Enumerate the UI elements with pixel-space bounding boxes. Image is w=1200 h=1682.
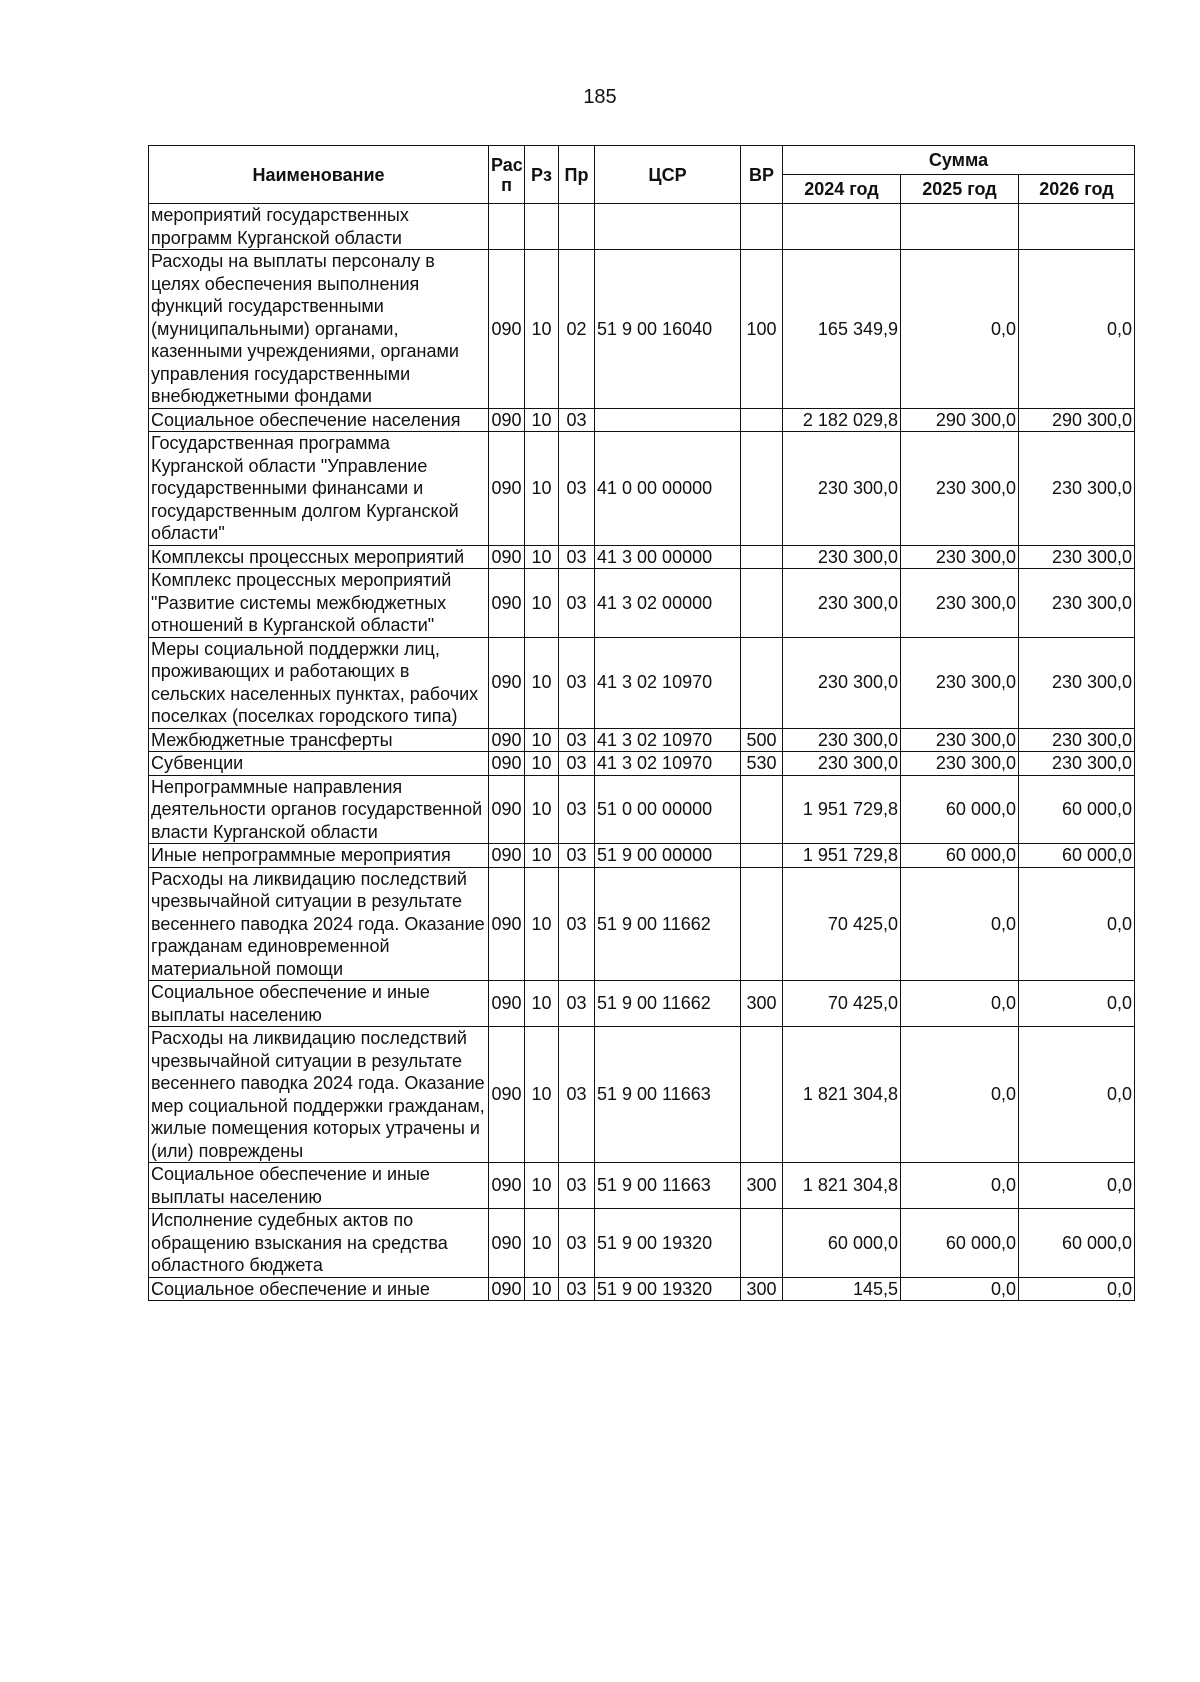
cell-rasp: 090 — [489, 408, 525, 432]
cell-csr — [595, 204, 741, 250]
cell-rz: 10 — [525, 637, 559, 728]
table-row — [149, 1163, 1135, 1209]
cell-2024: 1 951 729,8 — [783, 844, 901, 868]
cell-2026: 290 300,0 — [1019, 408, 1135, 432]
cell-2025: 0,0 — [901, 250, 1019, 409]
cell-pr: 03 — [559, 637, 595, 728]
cell-csr: 51 9 00 11663 — [595, 1027, 741, 1163]
cell-2026: 230 300,0 — [1019, 728, 1135, 752]
cell-2024: 70 425,0 — [783, 981, 901, 1027]
cell-rasp: 090 — [489, 637, 525, 728]
cell-pr: 03 — [559, 408, 595, 432]
cell-rasp — [489, 204, 525, 250]
cell-rz: 10 — [525, 250, 559, 409]
cell-rasp: 090 — [489, 1027, 525, 1163]
cell-name: Социальное обеспечение и иные выплаты населению — [149, 1163, 489, 1209]
cell-pr: 03 — [559, 775, 595, 844]
cell-vr: 530 — [741, 752, 783, 776]
cell-2025: 230 300,0 — [901, 728, 1019, 752]
cell-2026: 0,0 — [1019, 867, 1135, 981]
cell-name: мероприятий государственных программ Курганской области — [149, 204, 489, 250]
cell-2024: 230 300,0 — [783, 637, 901, 728]
cell-name: Расходы на выплаты персоналу в целях обеспечения выполнения функций государственными (муниципальными) органами, казенными учреждениями, органами управления государственными внебюджетными фондами — [149, 250, 489, 409]
cell-csr: 51 9 00 00000 — [595, 844, 741, 868]
cell-name: Комплекс процессных мероприятий "Развитие системы межбюджетных отношений в Курганской области" — [149, 569, 489, 638]
cell-rasp: 090 — [489, 1277, 525, 1301]
header-pr: Пр — [559, 146, 595, 204]
cell-2024: 230 300,0 — [783, 545, 901, 569]
cell-name: Непрограммные направления деятельности органов государственной власти Курганской области — [149, 775, 489, 844]
cell-vr — [741, 775, 783, 844]
cell-name: Комплексы процессных мероприятий — [149, 545, 489, 569]
cell-vr — [741, 1209, 783, 1278]
table-row — [149, 545, 1135, 569]
cell-rasp: 090 — [489, 545, 525, 569]
cell-rz: 10 — [525, 752, 559, 776]
cell-2025 — [901, 204, 1019, 250]
cell-vr — [741, 569, 783, 638]
header-2025: 2025 год — [901, 175, 1019, 204]
cell-2024: 230 300,0 — [783, 728, 901, 752]
header-rz: Рз — [525, 146, 559, 204]
cell-rasp: 090 — [489, 250, 525, 409]
cell-csr: 51 9 00 19320 — [595, 1277, 741, 1301]
cell-2026: 0,0 — [1019, 1163, 1135, 1209]
cell-2024: 145,5 — [783, 1277, 901, 1301]
cell-rasp: 090 — [489, 432, 525, 546]
table-row — [149, 844, 1135, 868]
cell-rasp: 090 — [489, 752, 525, 776]
table-row — [149, 867, 1135, 981]
cell-vr — [741, 545, 783, 569]
cell-2024: 1 951 729,8 — [783, 775, 901, 844]
cell-2026: 0,0 — [1019, 1277, 1135, 1301]
cell-2024: 1 821 304,8 — [783, 1163, 901, 1209]
table-row — [149, 775, 1135, 844]
cell-csr: 41 3 02 10970 — [595, 752, 741, 776]
table-row — [149, 1027, 1135, 1163]
header-csr: ЦСР — [595, 146, 741, 204]
cell-rz: 10 — [525, 1027, 559, 1163]
cell-rz: 10 — [525, 1163, 559, 1209]
cell-2024: 1 821 304,8 — [783, 1027, 901, 1163]
cell-2026: 0,0 — [1019, 1027, 1135, 1163]
cell-2026: 60 000,0 — [1019, 775, 1135, 844]
cell-rz: 10 — [525, 844, 559, 868]
cell-pr: 03 — [559, 1027, 595, 1163]
cell-rz: 10 — [525, 981, 559, 1027]
cell-name: Иные непрограммные мероприятия — [149, 844, 489, 868]
cell-name: Исполнение судебных актов по обращению взыскания на средства областного бюджета — [149, 1209, 489, 1278]
cell-2026: 0,0 — [1019, 981, 1135, 1027]
cell-2026: 230 300,0 — [1019, 545, 1135, 569]
cell-pr: 03 — [559, 1209, 595, 1278]
cell-rz: 10 — [525, 432, 559, 546]
cell-pr: 03 — [559, 728, 595, 752]
cell-name: Социальное обеспечение и иные выплаты населению — [149, 981, 489, 1027]
cell-2024 — [783, 204, 901, 250]
cell-vr — [741, 867, 783, 981]
cell-rz: 10 — [525, 728, 559, 752]
cell-csr: 51 9 00 16040 — [595, 250, 741, 409]
cell-2025: 60 000,0 — [901, 1209, 1019, 1278]
cell-name: Субвенции — [149, 752, 489, 776]
cell-2026: 230 300,0 — [1019, 637, 1135, 728]
table-row — [149, 408, 1135, 432]
table-row — [149, 637, 1135, 728]
header-2024: 2024 год — [783, 175, 901, 204]
cell-pr: 03 — [559, 432, 595, 546]
cell-2025: 0,0 — [901, 981, 1019, 1027]
table-row — [149, 432, 1135, 546]
cell-vr: 300 — [741, 1277, 783, 1301]
cell-rasp: 090 — [489, 775, 525, 844]
cell-2026: 230 300,0 — [1019, 569, 1135, 638]
cell-csr: 51 9 00 11662 — [595, 867, 741, 981]
cell-rasp: 090 — [489, 867, 525, 981]
table-row — [149, 752, 1135, 776]
cell-name: Межбюджетные трансферты — [149, 728, 489, 752]
cell-csr: 41 3 02 10970 — [595, 728, 741, 752]
cell-2025: 0,0 — [901, 867, 1019, 981]
header-summa: Сумма — [783, 146, 1135, 175]
cell-rz: 10 — [525, 1277, 559, 1301]
cell-name: Социальное обеспечение населения — [149, 408, 489, 432]
cell-rz: 10 — [525, 408, 559, 432]
cell-vr: 300 — [741, 981, 783, 1027]
cell-pr: 03 — [559, 752, 595, 776]
cell-vr: 300 — [741, 1163, 783, 1209]
cell-csr: 51 9 00 11663 — [595, 1163, 741, 1209]
cell-rz: 10 — [525, 1209, 559, 1278]
cell-2025: 230 300,0 — [901, 637, 1019, 728]
cell-csr — [595, 408, 741, 432]
cell-name: Меры социальной поддержки лиц, проживающих и работающих в сельских населенных пунктах, рабочих поселках (поселках городского типа) — [149, 637, 489, 728]
cell-name: Расходы на ликвидацию последствий чрезвычайной ситуации в результате весеннего паводка 2024 года. Оказание гражданам единовременной материальной помощи — [149, 867, 489, 981]
cell-2024: 230 300,0 — [783, 752, 901, 776]
cell-pr: 03 — [559, 569, 595, 638]
cell-csr: 51 9 00 19320 — [595, 1209, 741, 1278]
cell-pr: 03 — [559, 545, 595, 569]
cell-2026: 60 000,0 — [1019, 1209, 1135, 1278]
cell-vr: 500 — [741, 728, 783, 752]
cell-csr: 51 0 00 00000 — [595, 775, 741, 844]
header-row-top — [149, 146, 1135, 175]
cell-2025: 0,0 — [901, 1027, 1019, 1163]
cell-name: Государственная программа Курганской области "Управление государственными финансами и государственным долгом Курганской области" — [149, 432, 489, 546]
cell-rasp: 090 — [489, 1163, 525, 1209]
table-row — [149, 204, 1135, 250]
header-vr: ВР — [741, 146, 783, 204]
header-rasp: Рас п — [489, 146, 525, 204]
cell-rasp: 090 — [489, 569, 525, 638]
cell-2025: 290 300,0 — [901, 408, 1019, 432]
cell-2025: 230 300,0 — [901, 569, 1019, 638]
cell-2024: 2 182 029,8 — [783, 408, 901, 432]
header-name: Наименование — [149, 146, 489, 204]
table-row — [149, 981, 1135, 1027]
cell-vr — [741, 408, 783, 432]
table-row — [149, 1277, 1135, 1301]
cell-csr: 41 3 02 00000 — [595, 569, 741, 638]
cell-rz: 10 — [525, 545, 559, 569]
cell-pr: 03 — [559, 844, 595, 868]
cell-rz: 10 — [525, 867, 559, 981]
cell-2024: 165 349,9 — [783, 250, 901, 409]
cell-pr: 03 — [559, 981, 595, 1027]
cell-rasp: 090 — [489, 1209, 525, 1278]
page-number: 185 — [583, 86, 617, 108]
cell-vr — [741, 432, 783, 546]
cell-name: Расходы на ликвидацию последствий чрезвычайной ситуации в результате весеннего паводка 2024 года. Оказание мер социальной поддержки гражданам, жилые помещения которых утрачены и (или) повреждены — [149, 1027, 489, 1163]
cell-csr: 41 0 00 00000 — [595, 432, 741, 546]
cell-csr: 41 3 00 00000 — [595, 545, 741, 569]
cell-pr: 03 — [559, 867, 595, 981]
cell-2025: 230 300,0 — [901, 432, 1019, 546]
table-body — [149, 204, 1135, 1301]
cell-2025: 230 300,0 — [901, 545, 1019, 569]
cell-csr: 41 3 02 10970 — [595, 637, 741, 728]
cell-2024: 60 000,0 — [783, 1209, 901, 1278]
table-row — [149, 1209, 1135, 1278]
cell-2025: 60 000,0 — [901, 775, 1019, 844]
cell-pr: 02 — [559, 250, 595, 409]
cell-2024: 70 425,0 — [783, 867, 901, 981]
cell-2026: 230 300,0 — [1019, 752, 1135, 776]
cell-2026 — [1019, 204, 1135, 250]
cell-2026: 230 300,0 — [1019, 432, 1135, 546]
cell-rasp: 090 — [489, 728, 525, 752]
cell-csr: 51 9 00 11662 — [595, 981, 741, 1027]
cell-2025: 0,0 — [901, 1277, 1019, 1301]
cell-vr — [741, 204, 783, 250]
cell-vr — [741, 844, 783, 868]
cell-vr: 100 — [741, 250, 783, 409]
cell-rasp: 090 — [489, 844, 525, 868]
cell-pr: 03 — [559, 1163, 595, 1209]
header-2026: 2026 год — [1019, 175, 1135, 204]
table-row — [149, 569, 1135, 638]
cell-name: Социальное обеспечение и иные — [149, 1277, 489, 1301]
cell-2026: 0,0 — [1019, 250, 1135, 409]
cell-vr — [741, 637, 783, 728]
cell-rasp: 090 — [489, 981, 525, 1027]
table-row — [149, 250, 1135, 409]
cell-2025: 0,0 — [901, 1163, 1019, 1209]
cell-2024: 230 300,0 — [783, 569, 901, 638]
budget-table — [148, 145, 1135, 1301]
cell-2025: 230 300,0 — [901, 752, 1019, 776]
cell-rz: 10 — [525, 775, 559, 844]
cell-2024: 230 300,0 — [783, 432, 901, 546]
cell-vr — [741, 1027, 783, 1163]
table-row — [149, 728, 1135, 752]
cell-rz — [525, 204, 559, 250]
cell-2025: 60 000,0 — [901, 844, 1019, 868]
cell-2026: 60 000,0 — [1019, 844, 1135, 868]
cell-rz: 10 — [525, 569, 559, 638]
cell-pr — [559, 204, 595, 250]
cell-pr: 03 — [559, 1277, 595, 1301]
